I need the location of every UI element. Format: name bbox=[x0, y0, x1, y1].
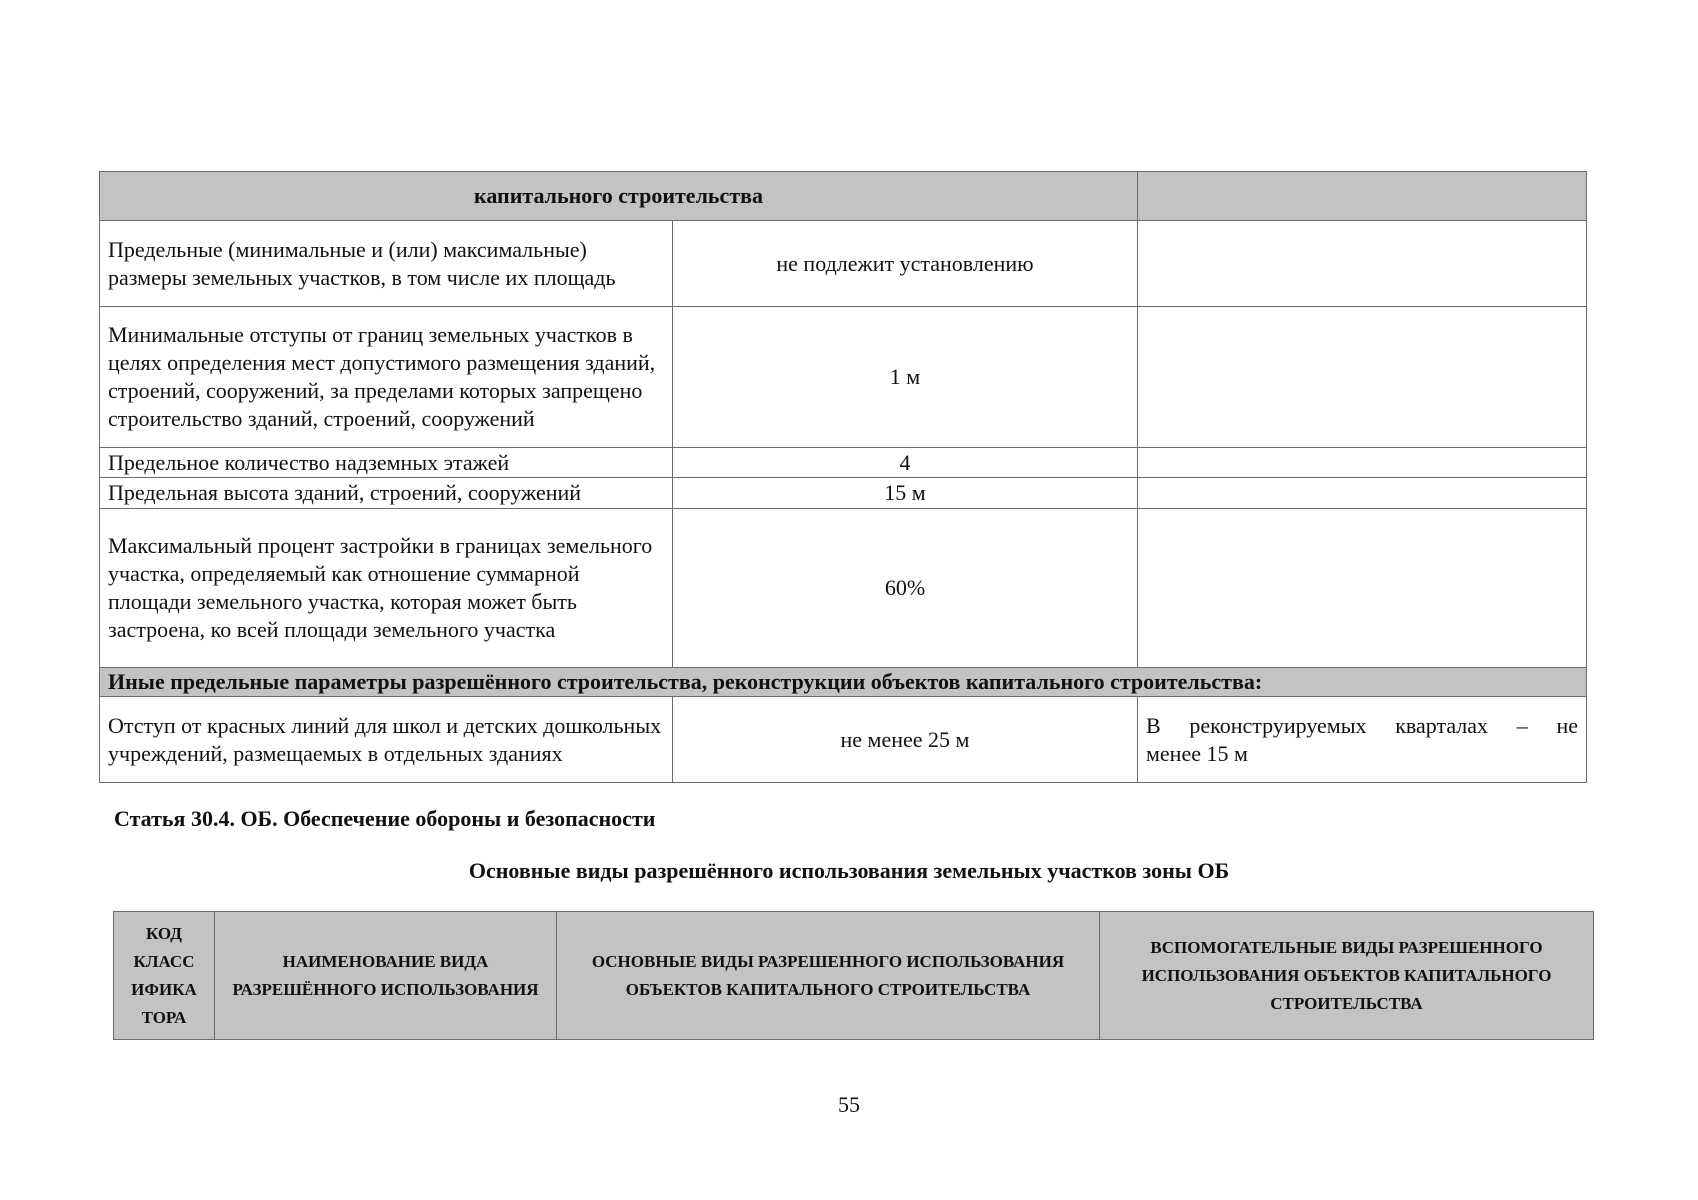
parameters-header-right bbox=[1138, 172, 1587, 221]
table-row bbox=[100, 509, 1587, 668]
parameter-note-line-1: В реконструируемых кварталах – не bbox=[1146, 712, 1578, 738]
parameters-header-title: капитального строительства bbox=[100, 172, 1138, 221]
table-row bbox=[100, 448, 1587, 478]
table-row bbox=[114, 912, 1594, 1040]
parameter-note-line-2: менее 15 м bbox=[1146, 740, 1248, 766]
parameter-name: Максимальный процент застройки в границах земельного участка, определяемый как отношение суммарной площади земельного участка, которая может быть застроена, ко всей площади земельного участка bbox=[100, 509, 673, 668]
parameter-value: не менее 25 м bbox=[673, 697, 1138, 783]
main-uses-header: ОСНОВНЫЕ ВИДЫ РАЗРЕШЕННОГО ИСПОЛЬЗОВАНИЯ ОБЪЕКТОВ КАПИТАЛЬНОГО СТРОИТЕЛЬСТВА bbox=[557, 912, 1100, 1040]
parameter-name: Предельное количество надземных этажей bbox=[100, 448, 673, 478]
parameter-note bbox=[1138, 478, 1587, 509]
parameters-table bbox=[99, 171, 1587, 783]
parameters-table-header bbox=[100, 172, 1587, 221]
use-name-header: НАИМЕНОВАНИЕ ВИДА РАЗРЕШЁННОГО ИСПОЛЬЗОВАНИЯ bbox=[215, 912, 557, 1040]
parameter-name: Минимальные отступы от границ земельных участков в целях определения мест допустимого размещения зданий, строений, сооружений, за пределами которых запрещено строительство зданий, строений, сооружений bbox=[100, 307, 673, 448]
parameter-value: не подлежит установлению bbox=[673, 221, 1138, 307]
parameter-note bbox=[1138, 307, 1587, 448]
parameter-note bbox=[1138, 448, 1587, 478]
classifier-code-header: КОД КЛАСС ИФИКА ТОРА bbox=[114, 912, 215, 1040]
auxiliary-uses-header: ВСПОМОГАТЕЛЬНЫЕ ВИДЫ РАЗРЕШЕННОГО ИСПОЛЬЗОВАНИЯ ОБЪЕКТОВ КАПИТАЛЬНОГО СТРОИТЕЛЬСТВА bbox=[1100, 912, 1594, 1040]
parameter-name: Предельные (минимальные и (или) максимальные) размеры земельных участков, в том числе их площадь bbox=[100, 221, 673, 307]
parameter-note bbox=[1138, 697, 1587, 783]
table-row bbox=[100, 478, 1587, 509]
parameter-value: 4 bbox=[673, 448, 1138, 478]
section-title: Основные виды разрешённого использования земельных участков зоны ОБ bbox=[468, 858, 1230, 883]
table-row bbox=[100, 221, 1587, 307]
table-row bbox=[100, 697, 1587, 783]
page-number: 55 bbox=[838, 1092, 860, 1117]
other-parameters-header-row bbox=[100, 668, 1587, 697]
parameter-value: 60% bbox=[673, 509, 1138, 668]
parameter-name: Предельная высота зданий, строений, сооружений bbox=[100, 478, 673, 509]
uses-table-header bbox=[113, 911, 1594, 1040]
parameter-name: Отступ от красных линий для школ и детских дошкольных учреждений, размещаемых в отдельных зданиях bbox=[100, 697, 673, 783]
parameter-value: 1 м bbox=[673, 307, 1138, 448]
other-parameters-header: Иные предельные параметры разрешённого строительства, реконструкции объектов капитального строительства: bbox=[100, 668, 1587, 697]
table-row bbox=[100, 307, 1587, 448]
parameter-value: 15 м bbox=[673, 478, 1138, 509]
parameter-note bbox=[1138, 221, 1587, 307]
article-title: Статья 30.4. ОБ. Обеспечение обороны и безопасности bbox=[114, 806, 656, 831]
parameter-note bbox=[1138, 509, 1587, 668]
